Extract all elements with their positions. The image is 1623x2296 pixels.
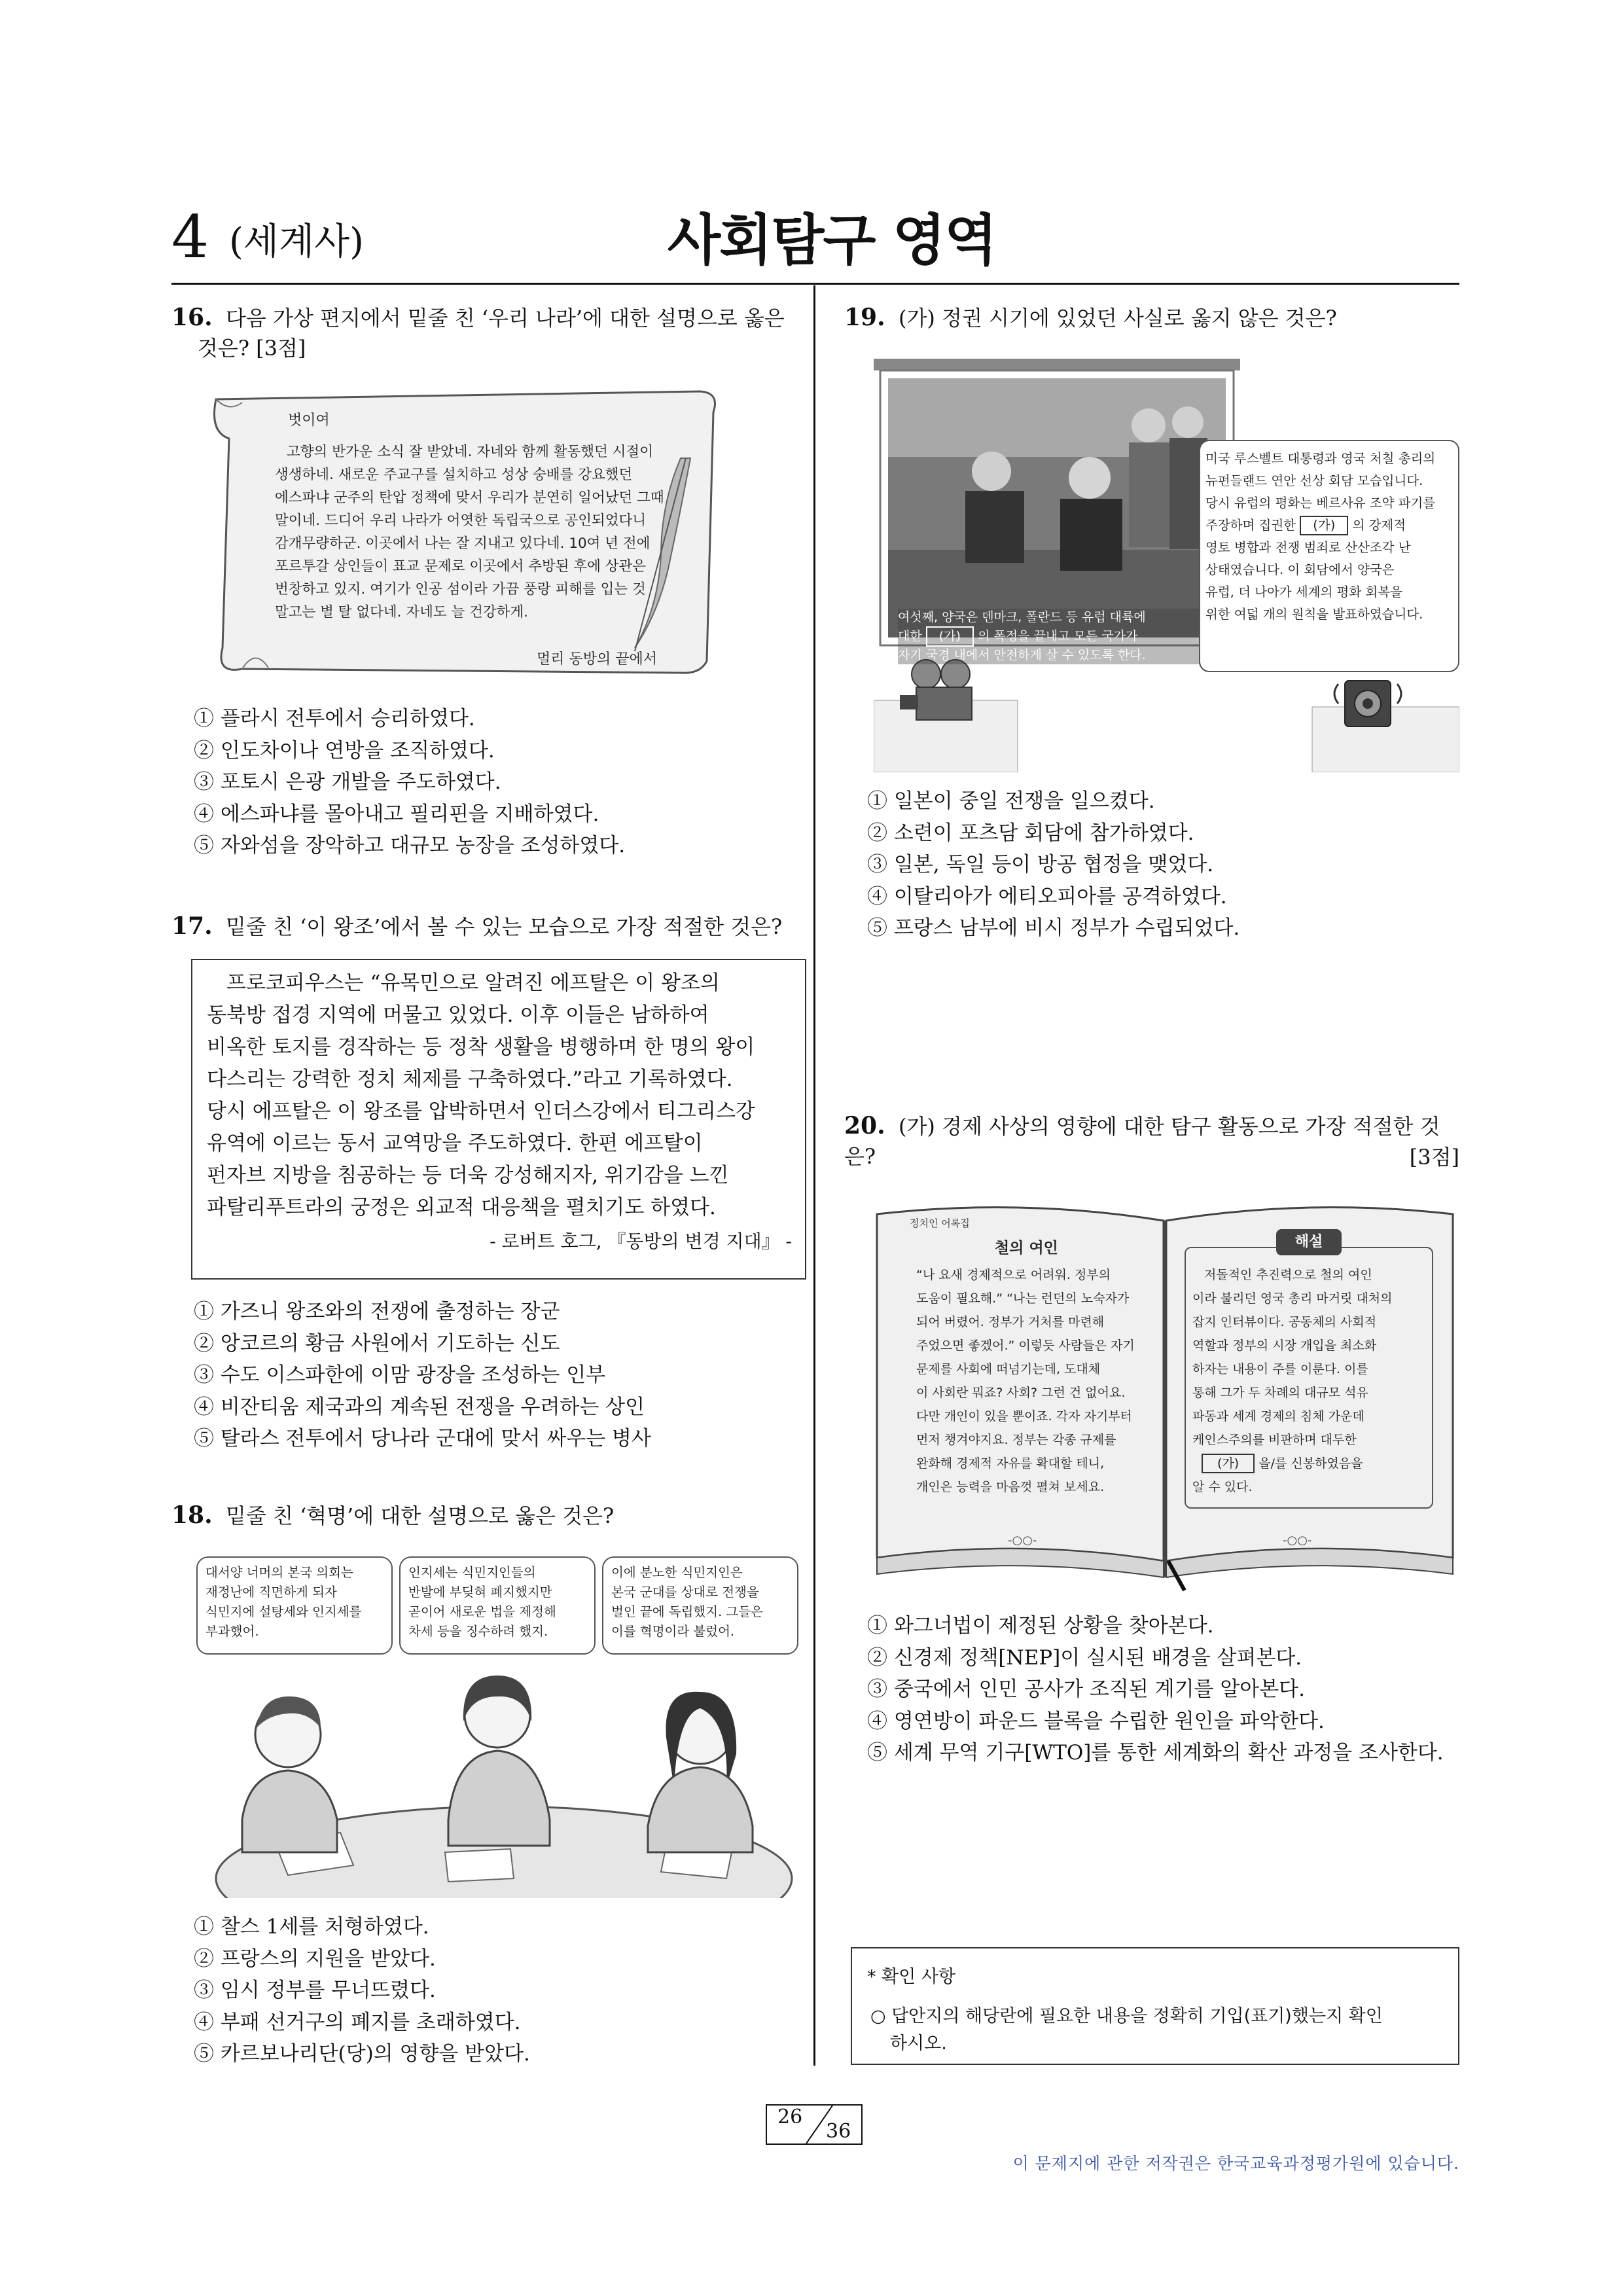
check-title: * 확인 사항	[867, 1967, 955, 1987]
note-line: 위한 여덟 개의 원칙을 발표하였습니다.	[1205, 607, 1423, 622]
q19-choice-3[interactable]: ③ 일본, 독일 등이 방공 협정을 맺었다.	[867, 853, 1214, 876]
q17-line: 다스리는 강력한 정치 체제를 구축하였다.”라고 기록하였다.	[207, 1067, 733, 1091]
q18-choice-2[interactable]: ② 프랑스의 지원을 받았다.	[194, 1946, 436, 1971]
note-text: 의 강제적	[1352, 518, 1406, 533]
q16-choice-5[interactable]: ⑤ 자와섬을 장악하고 대규모 농장을 조성하였다.	[194, 834, 626, 857]
bubble-line: 식민지에 설탕세와 인지세를	[205, 1604, 362, 1619]
book-small-title: 정치인 어록집	[910, 1217, 970, 1229]
check-line: 하시오.	[890, 2034, 947, 2054]
q19-number: 19.	[844, 304, 885, 331]
q18-choice-3[interactable]: ③ 임시 정부를 무너뜨렸다.	[194, 1979, 436, 2002]
q20-choice-4[interactable]: ④ 영연방이 파운드 블록을 수립한 원인을 파악한다.	[867, 1709, 1325, 1733]
q18-number: 18.	[171, 1501, 213, 1529]
caption-line: 여섯째, 양국은 덴마크, 폴란드 등 유럽 대륙에	[898, 610, 1146, 624]
caption-text: 의 폭정을 끝내고 모든 국가가	[978, 629, 1138, 643]
q18-stem-text: 밑줄 친 ‘혁명’에 대한 설명으로 옳은 것은?	[225, 1503, 615, 1528]
book-line: 통해 그가 두 차례의 대규모 석유	[1192, 1386, 1368, 1400]
q19-note-box	[1199, 440, 1459, 672]
book-line: 이라 불리던 영국 총리 마거릿 대처의	[1192, 1291, 1393, 1306]
letter-line: 생생하네. 새로운 주교구를 설치하고 성상 숭배를 강요했던	[275, 467, 633, 483]
copyright-notice: 이 문제지에 관한 저작권은 한국교육과정평가원에 있습니다.	[1012, 2154, 1459, 2173]
q18-stem	[171, 1500, 800, 1531]
header-rule	[171, 283, 1459, 285]
letter-line: 감개무량하군. 이곳에서 나는 잘 지내고 있다네. 10여 년 전에	[275, 535, 651, 552]
q17-choices	[194, 1296, 651, 1455]
q16-choices	[194, 703, 625, 862]
letter-line: 포르투갈 상인들이 표교 문제로 이곳에서 추방된 후에 상관은	[275, 558, 647, 575]
note-line: 미국 루스벨트 대통령과 영국 처칠 총리의	[1205, 451, 1436, 466]
book-line: 저돌적인 추진력으로 철의 여인	[1204, 1268, 1372, 1282]
book-line: 주었으면 좋겠어.” 이렇듯 사람들은 자기	[916, 1338, 1135, 1353]
note-line: 영토 병합과 전쟁 범죄로 산산조각 난	[1205, 540, 1411, 555]
q17-choice-1[interactable]: ① 가즈니 왕조와의 전쟁에 출정하는 장군	[194, 1300, 560, 1323]
book-line	[1192, 1452, 1428, 1475]
page-number: 4	[171, 203, 209, 272]
q20-number: 20.	[844, 1112, 885, 1139]
book-line: 개인은 능력을 마음껏 펼쳐 보세요.	[916, 1480, 1105, 1494]
q18-choice-4[interactable]: ④ 부패 선거구의 폐지를 초래하였다.	[194, 2010, 521, 2034]
q20-choice-3[interactable]: ③ 중국에서 인민 공사가 조직된 계기를 알아본다.	[867, 1677, 1305, 1701]
q17-choice-3[interactable]: ③ 수도 이스파한에 이맘 광장을 조성하는 인부	[194, 1363, 606, 1387]
letter-line: 번창하고 있지. 여기가 인공 섬이라 가끔 풍랑 피해를 입는 것	[275, 581, 646, 598]
q17-line: 파탈리푸트라의 궁정은 외교적 대응책을 펼치기도 하였다.	[207, 1196, 716, 1219]
q18-bubble-1	[196, 1556, 393, 1655]
q18-choice-5[interactable]: ⑤ 카르보나리단(당)의 영향을 받았다.	[194, 2042, 530, 2066]
note-line: 당시 유럽의 평화는 베르사유 조약 파기를	[1205, 495, 1436, 511]
caption-line: 자기 국경 내에서 안전하게 살 수 있도록 한다.	[898, 648, 1146, 662]
students-discussion-illustration	[196, 1656, 798, 1898]
book-left-text	[916, 1263, 1158, 1499]
book-line: 케인스주의를 비판하며 대두한	[1192, 1433, 1357, 1447]
q19-choice-1[interactable]: ① 일본이 중일 전쟁을 일으켰다.	[867, 789, 1155, 813]
book-line: 하자는 내용이 주를 이룬다. 이를	[1192, 1362, 1368, 1376]
q17-line: 당시 에프탈은 이 왕조를 압박하면서 인더스강에서 티그리스강	[207, 1100, 755, 1123]
book-title: 철의 여인	[995, 1240, 1058, 1257]
q18-choices	[194, 1911, 530, 2070]
q17-line: 유역에 이르는 동서 교역망을 주도하였다. 한편 에프탈이	[207, 1132, 703, 1155]
q20-choice-5[interactable]: ⑤ 세계 무역 기구[WTO]를 통한 세계화의 확산 과정을 조사한다.	[867, 1741, 1444, 1765]
page-total: 36	[826, 2120, 851, 2143]
letter-body	[275, 440, 694, 624]
book-blank-ga: (가)	[1202, 1454, 1255, 1473]
q20-choice-2[interactable]: ② 신경제 정책[NEP]이 실시된 배경을 살펴본다.	[867, 1645, 1302, 1670]
q19-choice-2[interactable]: ② 소련이 포츠담 회담에 참가하였다.	[867, 821, 1194, 845]
book-page-mark-right: -○○-	[1283, 1534, 1312, 1547]
q16-stem	[171, 302, 800, 363]
q16-choice-4[interactable]: ④ 에스파냐를 몰아내고 필리핀을 지배하였다.	[194, 802, 599, 826]
letter-line: 에스파냐 군주의 탄압 정책에 맞서 우리가 분연히 일어났던 그때	[275, 490, 664, 506]
q16-number: 16.	[171, 304, 213, 331]
bubble-line: 대서양 너머의 본국 의회는	[205, 1565, 353, 1580]
q19-stem	[844, 302, 1459, 333]
book-line: 파동과 세계 경제의 침체 가운데	[1192, 1409, 1364, 1424]
q17-line: 동북방 접경 지역에 머물고 있었다. 이후 이들은 남하하여	[207, 1003, 709, 1027]
book-line: 먼저 챙겨야지요. 정부는 각종 규제를	[916, 1433, 1116, 1447]
q17-source: - 로버트 호그, 『동방의 변경 지대』 -	[490, 1230, 792, 1252]
q20-choice-1[interactable]: ① 와그너법이 제정된 상황을 찾아본다.	[867, 1614, 1214, 1638]
q18-bubble-3	[602, 1556, 798, 1655]
book-line: “나 요새 경제적으로 어려워. 정부의	[916, 1268, 1111, 1282]
page-indicator	[766, 2104, 863, 2145]
book-line: 완화해 경제적 자유를 확대할 테니,	[916, 1456, 1105, 1471]
letter-line: 말고는 별 탈 없다네. 자네도 늘 건강하게.	[275, 604, 528, 620]
q20-choices	[867, 1610, 1444, 1769]
note-line: 상태였습니다. 이 회담에서 양국은	[1205, 562, 1395, 577]
q17-stem	[171, 911, 800, 942]
book-line: 다만 개인이 있을 뿐이죠. 각자 자기부터	[916, 1409, 1132, 1424]
book-line: 문제를 사회에 떠넘기는데, 도대체	[916, 1362, 1101, 1376]
commentary-label: 해설	[1276, 1229, 1342, 1255]
q16-choice-1[interactable]: ① 플라시 전투에서 승리하였다.	[194, 707, 475, 730]
q20-points: [3점]	[1409, 1145, 1459, 1170]
q18-bubble-2	[399, 1556, 596, 1655]
q17-line: 펀자브 지방을 침공하는 등 더욱 강성해지자, 위기감을 느낀	[207, 1164, 729, 1187]
caption-line	[898, 626, 1232, 647]
bubble-line: 벌인 끝에 독립했지. 그들은	[611, 1604, 764, 1619]
q17-passage	[207, 967, 793, 1224]
section-title: 사회탐구 영역	[668, 208, 997, 272]
letter-signature: 멀리 동방의 끝에서	[537, 651, 658, 668]
note-text: 주장하며 집권한	[1205, 518, 1296, 533]
bubble-line: 인지세는 식민지인들의	[408, 1565, 536, 1580]
note-line	[1205, 514, 1453, 537]
caption-text: 대한	[898, 629, 922, 643]
q16-stem-line2: 것은? [3점]	[198, 336, 306, 361]
book-line: 잡지 인터뷰이다. 공동체의 사회적	[1192, 1315, 1377, 1329]
q17-choice-2[interactable]: ② 앙코르의 황금 사원에서 기도하는 신도	[194, 1331, 560, 1355]
q18-choice-1[interactable]: ① 찰스 1세를 처형하였다.	[194, 1915, 429, 1939]
note-blank-ga: (가)	[1300, 516, 1348, 535]
q16-choice-2[interactable]: ② 인도차이나 연방을 조직하였다.	[194, 738, 495, 762]
q19-choice-5[interactable]: ⑤ 프랑스 남부에 비시 정부가 수립되었다.	[867, 916, 1240, 940]
book-line: 알 수 있다.	[1192, 1480, 1253, 1494]
bubble-line: 재정난에 직면하게 되자	[205, 1585, 337, 1600]
bubble-line: 곧이어 새로운 법을 제정해	[408, 1604, 556, 1619]
bubble-line: 이에 분노한 식민지인은	[611, 1565, 743, 1580]
book-page-mark-left: -○○-	[1008, 1534, 1037, 1547]
bubble-line: 반발에 부딪혀 폐지했지만	[408, 1585, 552, 1600]
q16-choice-3[interactable]: ③ 포토시 은광 개발을 주도하였다.	[194, 770, 501, 794]
caption-blank-ga: (가)	[926, 626, 974, 647]
column-divider	[813, 285, 815, 2066]
q16-stem-line1: 다음 가상 편지에서 밑줄 친 ‘우리 나라’에 대한 설명으로 옳은	[225, 306, 785, 331]
q17-choice-4[interactable]: ④ 비잔티움 제국과의 계속된 전쟁을 우려하는 상인	[194, 1395, 645, 1419]
bubble-line: 차세 등을 징수하려 했지.	[408, 1624, 548, 1639]
q19-choices	[867, 785, 1240, 944]
photo-caption	[898, 609, 1232, 664]
q19-choice-4[interactable]: ④ 이탈리아가 에티오피아를 공격하였다.	[867, 884, 1227, 908]
book-line: 되어 버렸어. 정부가 거처를 마련해	[916, 1315, 1105, 1329]
note-line: 뉴펀들랜드 연안 선상 회담 모습입니다.	[1205, 473, 1423, 488]
letter-line: 말이네. 드디어 우리 나라가 어엿한 독립국으로 공인되었다니	[275, 512, 647, 529]
q17-choice-5[interactable]: ⑤ 탈라스 전투에서 당나라 군대에 맞서 싸우는 병사	[194, 1427, 651, 1450]
bubble-line: 이를 혁명이라 불렀어.	[611, 1624, 735, 1639]
q17-line: 프로코피우스는 “유목민으로 알려진 에프탈은 이 왕조의	[226, 971, 720, 995]
q20-stem-text: (가) 경제 사상의 영향에 대한 탐구 활동으로 가장 적절한 것은?	[844, 1114, 1440, 1169]
letter-greeting: 벗이여	[288, 412, 330, 429]
check-text	[870, 2003, 1446, 2058]
subject-label: (세계사)	[229, 221, 364, 263]
book-right-text	[1192, 1263, 1428, 1499]
book-line: 역할과 정부의 시장 개입을 최소화	[1192, 1338, 1377, 1353]
bubble-line: 부과했어.	[205, 1624, 259, 1639]
letter-line: 고향의 반가운 소식 잘 받았네. 자네와 함께 활동했던 시절이	[287, 444, 653, 460]
q17-number: 17.	[171, 912, 213, 940]
q17-line: 비옥한 토지를 경작하는 등 정착 생활을 병행하며 한 명의 왕이	[207, 1035, 755, 1059]
check-line: ○ 답안지의 해당란에 필요한 내용을 정확히 기입(표기)했는지 확인	[870, 2006, 1383, 2026]
q19-stem-text: (가) 정권 시기에 있었던 사실로 옳지 않은 것은?	[898, 306, 1337, 331]
q20-stem	[844, 1111, 1459, 1172]
bubble-line: 본국 군대를 상대로 전쟁을	[611, 1585, 759, 1600]
book-line: 이 사회란 뭐죠? 사회? 그런 건 없어요.	[916, 1386, 1126, 1400]
book-line: 도움이 필요해.” “나는 런던의 노숙자가	[916, 1291, 1130, 1306]
book-text: 을/를 신봉하였음을	[1258, 1456, 1363, 1471]
q17-stem-text: 밑줄 친 ‘이 왕조’에서 볼 수 있는 모습으로 가장 적절한 것은?	[225, 914, 783, 939]
note-line: 유럽, 더 나아가 세계의 평화 회복을	[1205, 584, 1402, 600]
page-current: 26	[777, 2106, 803, 2128]
